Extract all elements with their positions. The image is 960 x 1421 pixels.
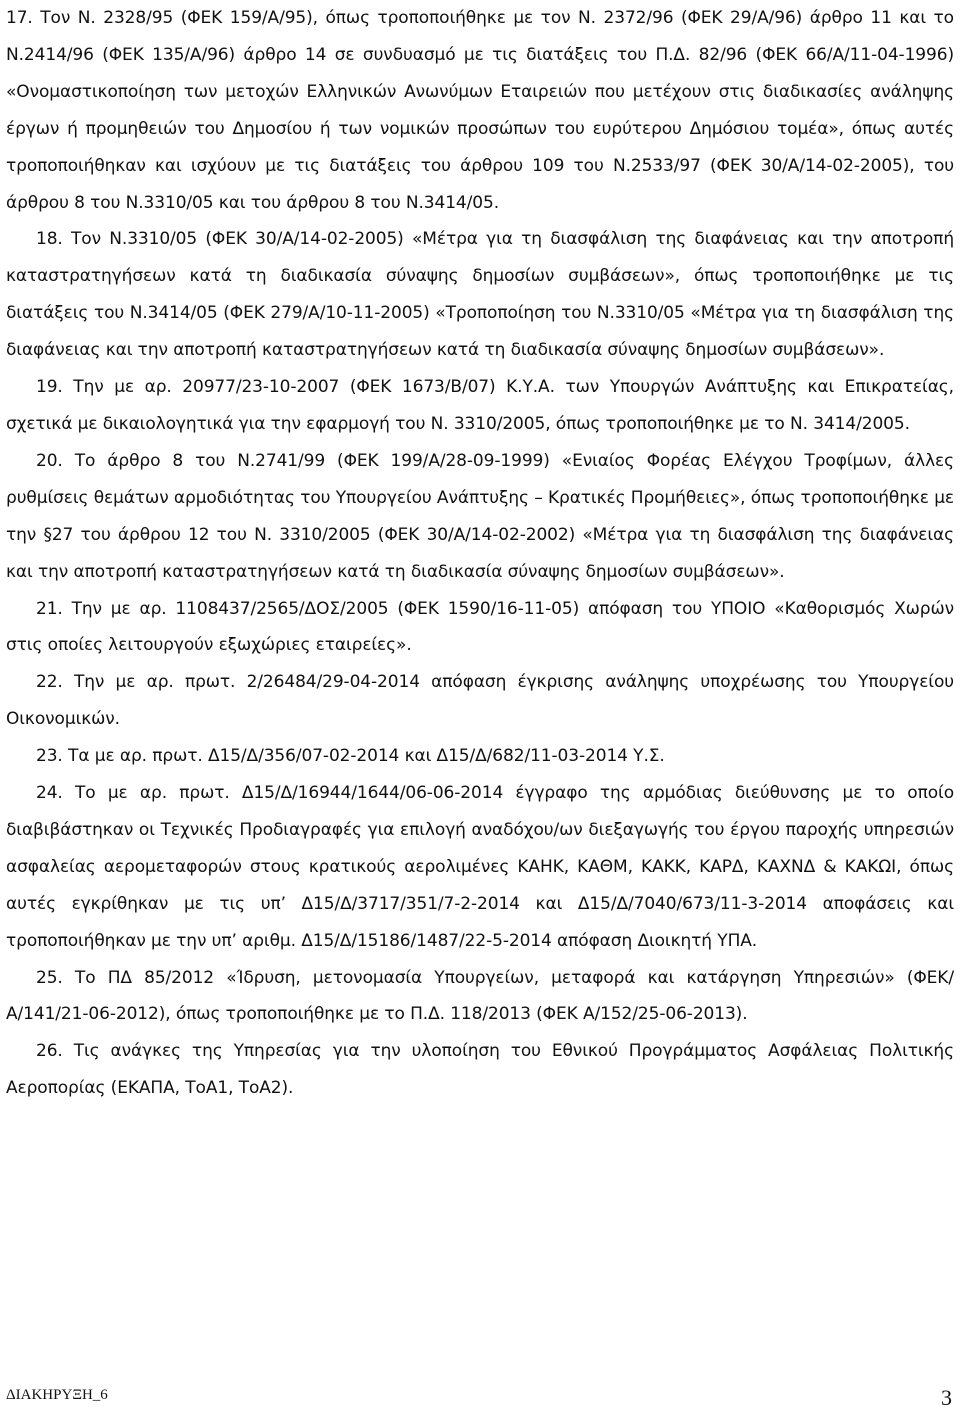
list-item-25: 25. Το ΠΔ 85/2012 «Ίδρυση, μετονομασία Υπουργείων, μεταφορά και κατάργηση Υπηρεσιών» (ΦΕΚ/Α/141/21-06-2012), όπως τροποποιήθηκε με το Π.Δ. 118/2013 (ΦΕΚ Α/152/25-06-2013).: [6, 967, 954, 1025]
list-item-17: 17. Τον Ν. 2328/95 (ΦΕΚ 159/Α/95), όπως τροποποιήθηκε με τον Ν. 2372/96 (ΦΕΚ 29/Α/96) άρθρο 11 και το Ν.2414/96 (ΦΕΚ 135/Α/96) άρθρο 14 σε συνδυασμό με τις διατάξεις του Π.Δ. 82/96 (ΦΕΚ 66/Α/11-04-1996) «Ονομαστικοποίηση των μετοχών Ελληνικών Ανωνύμων Εταιρειών που μετέχουν στις διαδικασίες ανάληψης έργων ή προμηθειών του Δημοσίου ή των νομικών προσώπων του ευρύτερου Δημόσιου τομέα», όπως αυτές τροποποιήθηκαν και ισχύουν με τις διατάξεις του άρθρου 109 του Ν.2533/97 (ΦΕΚ 30/Α/14-02-2005), του άρθρου 8 του Ν.3310/05 και του άρθρου 8 του Ν.3414/05.: [6, 8, 954, 213]
page-number: 3: [941, 1385, 952, 1410]
list-item-23: 23. Τα με αρ. πρωτ. Δ15/Δ/356/07-02-2014 και Δ15/Δ/682/11-03-2014 Υ.Σ.: [36, 746, 665, 767]
document-body: [6, 0, 954, 1107]
list-item-24: 24. Το με αρ. πρωτ. Δ15/Δ/16944/1644/06-06-2014 έγγραφο της αρμόδιας διεύθυνσης με το οποίο διαβιβάστηκαν οι Τεχνικές Προδιαγραφές για επιλογή αναδόχου/ων διεξαγωγής του έργου παροχής υπηρεσιών ασφαλείας αερομεταφορών στους κρατικούς αερολιμένες ΚΑΗΚ, ΚΑΘΜ, ΚΑΚΚ, ΚΑΡΔ, ΚΑΧΝΔ & ΚΑΚΩΙ, όπως αυτές εγκρίθηκαν με τις υπ’ Δ15/Δ/3717/351/7-2-2014 και Δ15/Δ/7040/673/11-3-2014 αποφάσεις και τροποποιήθηκαν με την υπ’ αριθμ. Δ15/Δ/15186/1487/22-5-2014 απόφαση Διοικητή ΥΠΑ.: [6, 783, 954, 951]
list-item-20: 20. Το άρθρο 8 του Ν.2741/99 (ΦΕΚ 199/Α/28-09-1999) «Ενιαίος Φορέας Ελέγχου Τροφίμων, άλλες ρυθμίσεις θεμάτων αρμοδιότητας του Υπουργείου Ανάπτυξης – Κρατικές Προμήθειες», όπως τροποποιήθηκε με την §27 του άρθρου 12 του Ν. 3310/2005 (ΦΕΚ 30/Α/14-02-2002) «Μέτρα για τη διασφάλιση της διαφάνειας και την αποτροπή καταστρατηγήσεων κατά τη διαδικασία σύναψης δημοσίων συμβάσεων».: [6, 450, 954, 582]
list-item-22: 22. Την με αρ. πρωτ. 2/26484/29-04-2014 απόφαση έγκρισης ανάληψης υποχρέωσης του Υπουργείου Οικονομικών.: [6, 672, 954, 730]
list-item-18: 18. Τον Ν.3310/05 (ΦΕΚ 30/Α/14-02-2005) «Μέτρα για τη διασφάλιση της διαφάνειας και την αποτροπή καταστρατηγήσεων κατά τη διαδικασία σύναψης δημοσίων συμβάσεων», όπως τροποποιήθηκε με τις διατάξεις του Ν.3414/05 (ΦΕΚ 279/Α/10-11-2005) «Τροποποίηση του Ν.3310/05 «Μέτρα για τη διασφάλιση της διαφάνειας και την αποτροπή καταστρατηγήσεων κατά τη διαδικασία σύναψης δημοσίων συμβάσεων».: [6, 229, 954, 361]
list-item-26: 26. Τις ανάγκες της Υπηρεσίας για την υλοποίηση του Εθνικού Προγράμματος Ασφάλειας Πολιτικής Αεροπορίας (ΕΚΑΠΑ, ΤοΑ1, ΤοΑ2).: [6, 1041, 954, 1099]
list-item-21: 21. Την με αρ. 1108437/2565/ΔΟΣ/2005 (ΦΕΚ 1590/16-11-05) απόφαση του ΥΠΟΙΟ «Καθορισμός Χωρών στις οποίες λειτουργούν εξωχώριες εταιρείες».: [6, 598, 954, 656]
list-item-19: 19. Την με αρ. 20977/23-10-2007 (ΦΕΚ 1673/Β/07) Κ.Υ.Α. των Υπουργών Ανάπτυξης και Επικρατείας, σχετικά με δικαιολογητικά για την εφαρμογή του Ν. 3310/2005, όπως τροποποιήθηκε με το Ν. 3414/2005.: [6, 377, 954, 434]
footer-document-label: ΔΙΑΚΗΡΥΞΗ_6: [6, 1387, 108, 1403]
